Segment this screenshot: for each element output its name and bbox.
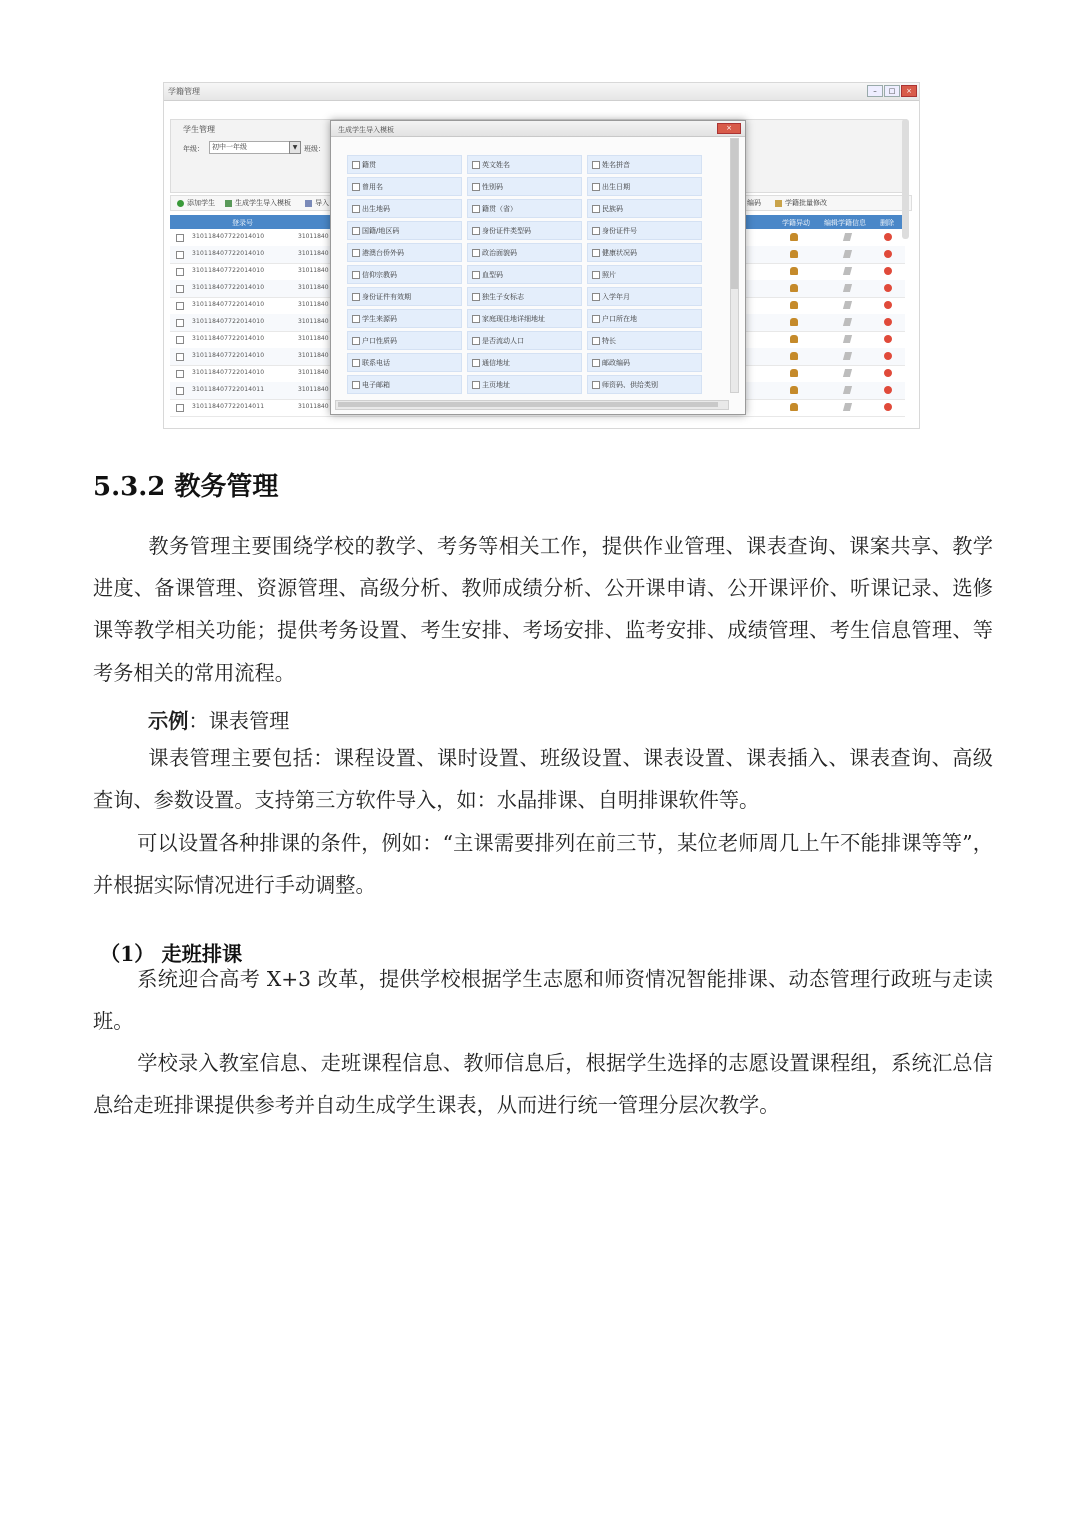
field-option[interactable] [347,353,462,372]
field-checkbox[interactable] [352,227,360,235]
field-checkbox[interactable] [592,293,600,301]
field-checkbox[interactable] [592,337,600,345]
field-label: 港澳台侨外码 [362,249,404,257]
edit-icon[interactable] [843,386,852,394]
row-checkbox[interactable] [176,353,184,361]
panel-title: 学生管理 [183,125,215,134]
field-label: 特长 [602,337,616,345]
field-option[interactable] [347,309,462,328]
field-checkbox[interactable] [352,271,360,279]
field-checkbox[interactable] [352,205,360,213]
field-label: 姓名拼音 [602,161,630,169]
field-option[interactable] [587,375,702,394]
field-label: 身份证件有效期 [362,293,411,301]
example-line [148,705,289,734]
template-icon [225,200,232,207]
column-status-change[interactable]: 学籍异动 [782,219,810,227]
field-label: 邮政编码 [602,359,630,367]
field-label: 是否流动人口 [482,337,524,345]
section-heading: 5.3.2 教务管理 [93,472,279,502]
row-checkbox[interactable] [176,336,184,344]
field-checkbox[interactable] [472,337,480,345]
delete-icon[interactable] [884,386,892,394]
example-text: 课表管理 [208,709,290,733]
field-label: 血型码 [482,271,503,279]
close-icon[interactable]: × [717,123,741,134]
student-code: 31011840 [298,403,329,410]
student-id: 310118407722014011 [192,403,265,410]
field-checkbox[interactable] [352,337,360,345]
field-option[interactable] [347,155,462,174]
generate-template-dialog [330,120,746,415]
dialog-vertical-scrollbar[interactable] [730,138,739,393]
person-icon[interactable] [790,267,798,275]
edit-icon[interactable] [843,403,852,411]
field-checkbox[interactable] [352,315,360,323]
student-code: 31011840 [298,301,329,308]
field-label: 曾用名 [362,183,383,191]
student-code: 31011840 [298,267,329,274]
delete-icon[interactable] [884,369,892,377]
field-checkbox[interactable] [352,183,360,191]
class-label: 班级： [304,145,325,153]
edit-icon[interactable] [843,318,852,326]
field-option[interactable] [587,177,702,196]
field-label: 性别码 [482,183,503,191]
field-label: 身份证件号 [602,227,637,235]
field-option[interactable] [467,155,582,174]
field-label: 学生来源码 [362,315,397,323]
import-icon [305,200,312,207]
field-option[interactable] [347,243,462,262]
field-label: 户口所在地 [602,315,637,323]
delete-icon[interactable] [884,318,892,326]
field-label: 籍贯（省） [482,205,517,213]
student-code: 31011840 [298,335,329,342]
student-id: 310118407722014010 [192,250,265,257]
field-label: 主页地址 [482,381,510,389]
field-option[interactable] [587,221,702,240]
field-label: 入学年月 [602,293,630,301]
reform-text: 系统迎合高考 X+3 改革，提供学校根据学生志愿和师资情况智能排课、动态管理行政班与走读班。 [93,967,993,1034]
field-checkbox[interactable] [592,381,600,389]
condition-paragraph [93,822,993,906]
delete-icon[interactable] [884,233,892,241]
field-option[interactable] [467,243,582,262]
field-checkbox[interactable] [592,315,600,323]
intro-text: 教务管理主要围绕学校的教学、考务等相关工作，提供作业管理、课表查询、课案共享、教学进度、备课管理、资源管理、高级分析、教师成绩分析、公开课申请、公开课评价、听课记录、选修课等教学相关功能；提供考务设置、考生安排、考场安排、监考安排、成绩管理、考生信息管理、等考务相关的常用流程。 [93,534,993,685]
field-label: 国籍/地区码 [362,227,400,235]
field-label: 联系电话 [362,359,390,367]
field-option[interactable] [347,177,462,196]
row-checkbox[interactable] [176,319,184,327]
column-edit-info[interactable]: 编辑学籍信息 [824,219,866,227]
person-icon[interactable] [790,250,798,258]
field-checkbox[interactable] [592,205,600,213]
edit-icon[interactable] [843,233,852,241]
field-option[interactable] [467,177,582,196]
dialog-title: 生成学生导入模板 [338,126,394,134]
edit-icon[interactable] [843,267,852,275]
person-icon[interactable] [790,369,798,377]
field-option[interactable] [467,199,582,218]
close-icon[interactable]: × [901,85,917,97]
delete-icon[interactable] [884,335,892,343]
student-id: 310118407722014010 [192,301,265,308]
person-icon[interactable] [790,318,798,326]
edit-icon[interactable] [843,250,852,258]
row-checkbox[interactable] [176,251,184,259]
field-checkbox[interactable] [472,381,480,389]
condition-text: 可以设置各种排课的条件，例如：“主课需要排列在前三节，某位老师周几上午不能排课等等”，并根据实际情况进行手动调整。 [93,831,993,898]
field-label: 电子邮箱 [362,381,390,389]
field-checkbox[interactable] [352,161,360,169]
row-checkbox[interactable] [176,234,184,242]
delete-icon[interactable] [884,250,892,258]
person-icon[interactable] [790,284,798,292]
scroll-thumb[interactable] [731,139,738,289]
field-label: 政治面貌码 [482,249,517,257]
student-id: 310118407722014010 [192,369,265,376]
student-code: 31011840 [298,369,329,376]
delete-icon[interactable] [884,284,892,292]
person-icon[interactable] [790,301,798,309]
field-option[interactable] [467,265,582,284]
student-id: 310118407722014010 [192,318,265,325]
field-label: 家庭现住地详细地址 [482,315,545,323]
field-label: 师资码、供给类别 [602,381,658,389]
edit-icon [775,200,782,207]
field-checkbox[interactable] [472,293,480,301]
field-option[interactable] [587,155,702,174]
field-checkbox[interactable] [472,315,480,323]
field-checkbox[interactable] [352,293,360,301]
student-code: 31011840 [298,250,329,257]
example-label: 示例 [148,709,189,733]
field-checkbox[interactable] [592,183,600,191]
field-option[interactable] [587,199,702,218]
delete-icon[interactable] [884,403,892,411]
student-code: 31011840 [298,284,329,291]
batch-modify-button[interactable]: 学籍批量修改 [775,198,827,208]
student-id: 310118407722014010 [192,352,265,359]
field-option[interactable] [467,331,582,350]
student-code: 31011840 [298,352,329,359]
field-option[interactable] [467,375,582,394]
field-checkbox[interactable] [352,381,360,389]
field-checkbox[interactable] [592,359,600,367]
row-checkbox[interactable] [176,370,184,378]
field-label: 通信地址 [482,359,510,367]
field-checkbox[interactable] [472,359,480,367]
field-label: 出生日期 [602,183,630,191]
field-label: 民族码 [602,205,623,213]
field-option[interactable] [467,353,582,372]
edit-icon[interactable] [843,352,852,360]
edit-icon[interactable] [843,301,852,309]
column-student-no[interactable]: 登录号 [232,219,253,227]
field-option[interactable] [467,287,582,306]
field-checkbox[interactable] [472,249,480,257]
field-option[interactable] [347,287,462,306]
sub-heading: （1） 走班排课 [100,942,243,966]
edit-icon[interactable] [843,284,852,292]
person-icon[interactable] [790,335,798,343]
dialog-titlebar [331,121,745,137]
field-option[interactable] [587,331,702,350]
schedule-text: 课表管理主要包括：课程设置、课时设置、班级设置、课表设置、课表插入、课表查询、高级查询、参数设置。支持第三方软件导入，如：水晶排课、自明排课软件等。 [93,746,993,813]
field-checkbox[interactable] [472,227,480,235]
delete-icon[interactable] [884,267,892,275]
person-icon[interactable] [790,386,798,394]
chevron-down-icon[interactable]: ▼ [289,141,301,154]
student-id: 310118407722014010 [192,335,265,342]
field-option[interactable] [587,265,702,284]
field-checkbox[interactable] [472,271,480,279]
field-checkbox[interactable] [592,161,600,169]
person-icon[interactable] [790,403,798,411]
field-checkbox[interactable] [472,161,480,169]
delete-icon[interactable] [884,301,892,309]
field-label: 身份证件类型码 [482,227,531,235]
edit-icon[interactable] [843,369,852,377]
field-checkbox[interactable] [592,227,600,235]
row-checkbox[interactable] [176,285,184,293]
field-option[interactable] [587,243,702,262]
edit-icon[interactable] [843,335,852,343]
person-icon[interactable] [790,352,798,360]
dialog-horizontal-scrollbar[interactable] [335,400,729,410]
student-id: 310118407722014010 [192,284,265,291]
grade-select[interactable]: 初中一年级 [209,141,297,154]
student-id: 310118407722014010 [192,267,265,274]
field-option[interactable] [467,221,582,240]
column-delete[interactable]: 删除 [880,219,894,227]
window-controls [867,85,917,97]
field-option[interactable] [587,309,702,328]
field-option[interactable] [587,287,702,306]
student-code: 31011840 [298,386,329,393]
field-checkbox[interactable] [592,249,600,257]
field-checkbox[interactable] [472,183,480,191]
scroll-thumb[interactable] [338,402,718,407]
student-code: 31011840 [298,318,329,325]
import-button[interactable]: 导入 [305,198,329,208]
process-paragraph [93,1042,993,1126]
field-option[interactable] [347,265,462,284]
field-label: 健康状况码 [602,249,637,257]
add-student-button[interactable]: 添加学生 [177,198,215,208]
add-icon [177,200,184,207]
grade-label: 年级： [183,145,204,153]
schedule-paragraph [93,737,993,821]
field-option[interactable] [347,199,462,218]
field-label: 照片 [602,271,616,279]
window-title: 学籍管理 [168,87,200,96]
field-option[interactable] [587,353,702,372]
field-label: 户口性质码 [362,337,397,345]
field-option[interactable] [347,331,462,350]
row-checkbox[interactable] [176,268,184,276]
window-titlebar [164,83,919,101]
field-option[interactable] [347,375,462,394]
process-text: 学校录入教室信息、走班课程信息、教师信息后，根据学生选择的志愿设置课程组，系统汇总信息给走班排课提供参考并自动生成学生课表，从而进行统一管理分层次教学。 [93,1051,993,1118]
student-code: 31011840 [298,233,329,240]
row-checkbox[interactable] [176,404,184,412]
row-checkbox[interactable] [176,387,184,395]
field-label: 籍贯 [362,161,376,169]
field-checkbox[interactable] [352,249,360,257]
field-label: 独生子女标志 [482,293,524,301]
field-option[interactable] [467,309,582,328]
generate-template-button[interactable]: 生成学生导入模板 [225,198,291,208]
minimize-icon[interactable]: – [867,85,883,97]
field-label: 信仰宗教码 [362,271,397,279]
person-icon[interactable] [790,233,798,241]
field-label: 出生地码 [362,205,390,213]
page-scrollbar[interactable] [902,119,909,239]
student-id: 310118407722014010 [192,233,265,240]
code-button[interactable]: 编码 [747,199,761,207]
student-management-screenshot [163,82,920,429]
example-colon: ： [188,709,209,733]
delete-icon[interactable] [884,352,892,360]
reform-paragraph [93,958,993,1042]
student-id: 310118407722014011 [192,386,265,393]
field-checkbox[interactable] [352,359,360,367]
field-option[interactable] [347,221,462,240]
row-checkbox[interactable] [176,302,184,310]
field-label: 英文姓名 [482,161,510,169]
field-checkbox[interactable] [472,205,480,213]
maximize-icon[interactable]: □ [884,85,900,97]
intro-paragraph [93,525,993,694]
field-checkbox[interactable] [592,271,600,279]
